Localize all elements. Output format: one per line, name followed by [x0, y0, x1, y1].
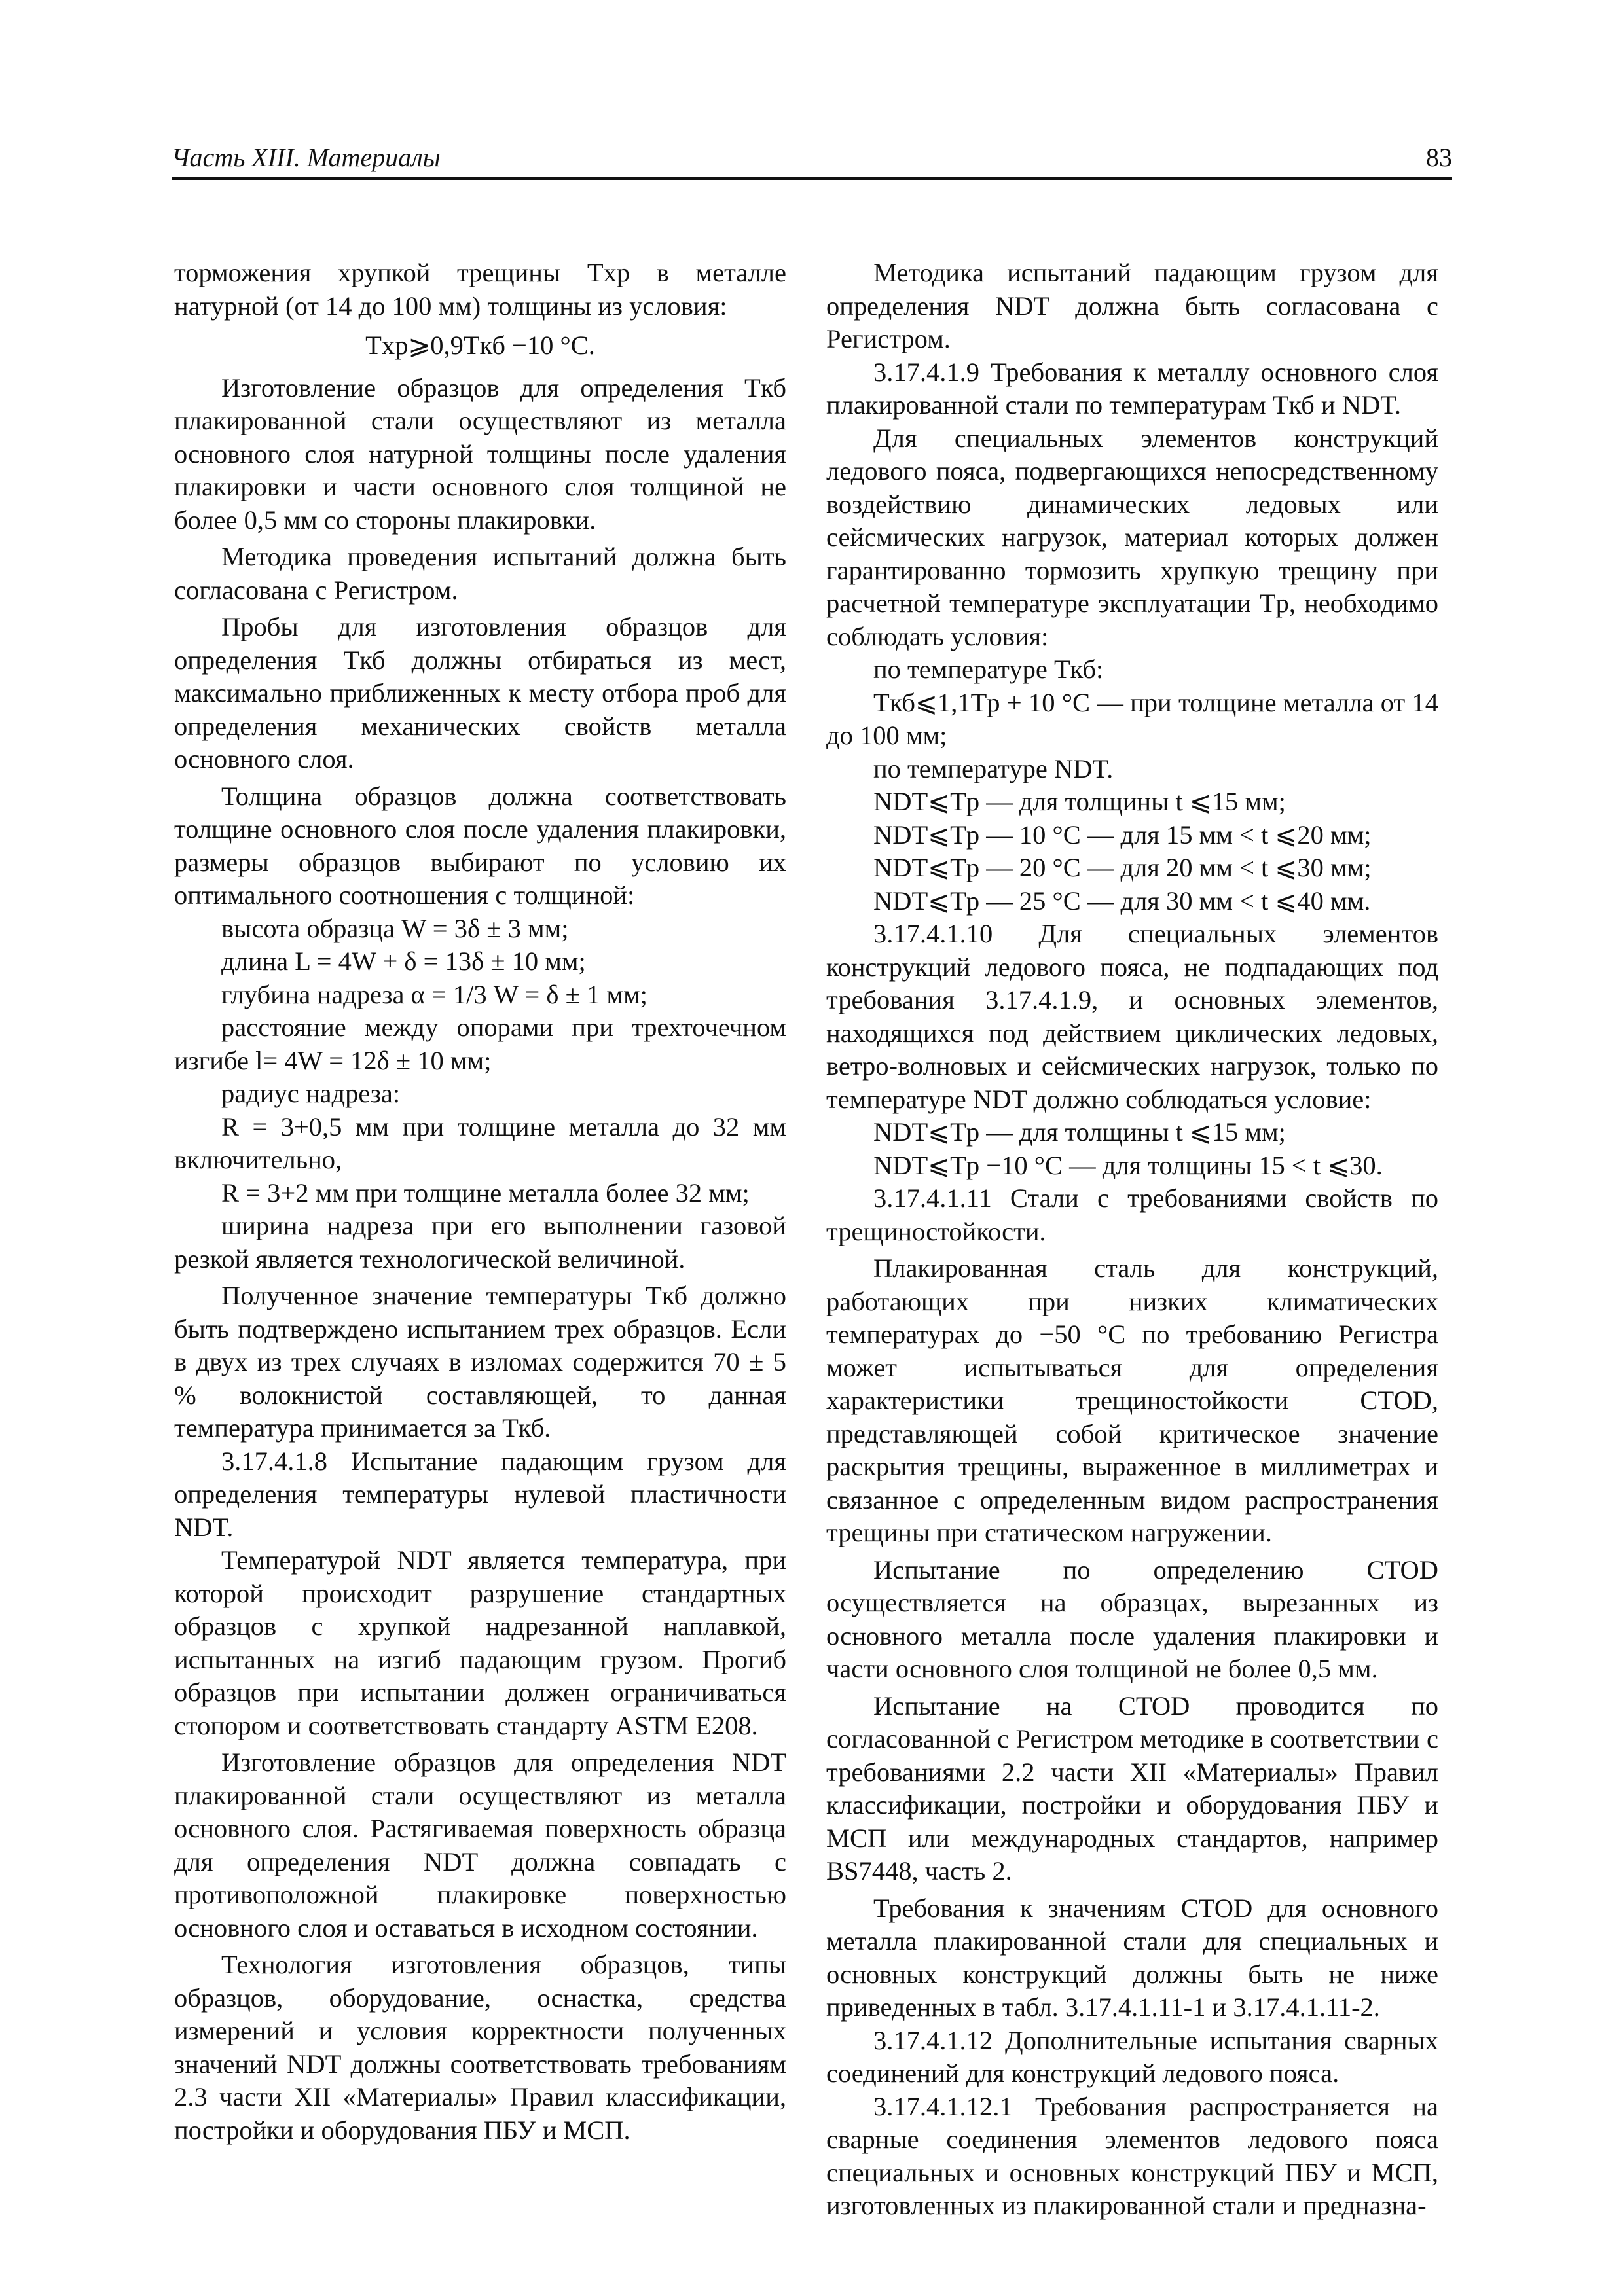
paragraph: R = 3+0,5 мм при толщине металла до 32 мм включительно, — [174, 1111, 786, 1174]
paragraph: 3.17.4.1.11 Стали с требованиями свойств по трещиностойкости. — [826, 1183, 1438, 1246]
paragraph: расстояние между опорами при трехточечном изгибе l= 4W = 12δ ± 10 мм; — [174, 1013, 786, 1075]
paragraph: торможения хрупкой трещины Tхр в металле натурной (от 14 до 100 мм) толщины из условия: — [174, 258, 786, 321]
paragraph: NDT⩽Tр — 20 °С — для 20 мм < t ⩽30 мм; — [873, 853, 1372, 882]
paragraph: Методика проведения испытаний должна быть согласована с Регистром. — [174, 542, 786, 605]
paragraph: Полученное значение температуры Tкб должно быть подтверждено испытанием трех образцов. Если в двух из трех случаях в изломах содержится 70 ± 5 % волокнистой составляющей, то данная температура принимается за Tкб. — [174, 1281, 786, 1443]
paragraph: по температуре NDT. — [873, 753, 1114, 783]
paragraph: NDT⩽Tр −10 °С — для толщины 15 < t ⩽30. — [873, 1150, 1383, 1180]
paragraph: по температуре Tкб: — [873, 655, 1104, 684]
paragraph: Пробы для изготовления образцов для определения Tкб должны отбираться из мест, максимально приближенных к месту отбора проб для определения механических свойств металла основного слоя. — [174, 612, 786, 774]
right-column — [826, 257, 1438, 2223]
paragraph: Испытание на CTOD проводится по согласованной с Регистром методике в соответствии с требованиями 2.2 части XII «Материалы» Правил классификации, постройки и оборудования ПБУ и МСП или международных стандартов, например BS7448, часть 2. — [826, 1691, 1438, 1886]
paragraph: Изготовление образцов для определения NDT плакированной стали осуществляют из металла основного слоя. Растягиваемая поверхность образца для определения NDT должна совпадать с противоположной плакировке поверхностью основного слоя и оставаться в исходном состоянии. — [174, 1748, 786, 1943]
paragraph: NDT⩽Tр — 25 °С — для 30 мм < t ⩽40 мм. — [873, 886, 1371, 916]
paragraph: R = 3+2 мм при толщине металла более 32 мм; — [221, 1177, 750, 1208]
paragraph: 3.17.4.1.8 Испытание падающим грузом для определения температуры нулевой пластичности NDT. — [174, 1446, 786, 1542]
paragraph: Испытание по определению CTOD осуществляется на образцах, вырезанных из основного металла после удаления плакировки и части основного слоя толщиной не более 0,5 мм. — [826, 1554, 1438, 1683]
paragraph: NDT⩽Tр — для толщины t ⩽15 мм; — [873, 1117, 1286, 1147]
paragraph: глубина надреза α = 1/3 W = δ ± 1 мм; — [221, 979, 647, 1009]
paragraph: длина L = 4W + δ = 13δ ± 10 мм; — [221, 946, 586, 976]
paragraph: Температурой NDT является температура, при которой происходит разрушение стандартных образцов с хрупкой надрезанной наплавкой, испытанных на изгиб падающим грузом. Прогиб образцов при испытании должен ограничиваться стопором и соответствовать стандарту ASTM E208. — [174, 1545, 786, 1740]
running-header — [172, 143, 1452, 180]
paragraph: радиус надреза: — [221, 1079, 401, 1108]
paragraph: Изготовление образцов для определения Tкб плакированной стали осуществляют из металла основного слоя натурной толщины после удаления плакировки и части основного слоя толщиной не более 0,5 мм со стороны плакировки. — [174, 372, 786, 535]
paragraph: Толщина образцов должна соответствовать толщине основного слоя после удаления плакировки, размеры образцов выбирают по условию их оптимального соотношения с толщиной: — [174, 781, 786, 910]
paragraph: 3.17.4.1.10 Для специальных элементов конструкций ледового пояса, не подпадающих под требования 3.17.4.1.9, и основных элементов, находящихся под действием циклических ледовых, ветро-волновых и сейсмических нагрузок, только по температуре NDT должно соблюдаться условие: — [826, 919, 1438, 1114]
paragraph: высота образца W = 3δ ± 3 мм; — [221, 913, 569, 943]
paragraph: 3.17.4.1.9 Требования к металлу основного слоя плакированной стали по температурам Tкб и NDT. — [826, 357, 1438, 420]
paragraph: NDT⩽Tр — для толщины t ⩽15 мм; — [873, 787, 1286, 816]
paragraph: Tкб⩽1,1Tр + 10 °С — при толщине металла от 14 до 100 мм; — [826, 687, 1438, 750]
header-title: Часть XIII. Материалы — [172, 143, 441, 172]
paragraph: 3.17.4.1.12.1 Требования распространяется на сварные соединения элементов ледового пояса специальных и основных конструкций ПБУ и МСП, изготовленных из плакированной стали и предназна- — [826, 2091, 1438, 2220]
formula: Tхр⩾0,9Tкб −10 °С. — [365, 331, 595, 360]
paragraph: Требования к значениям CTOD для основного металла плакированной стали для специальных и основных конструкций должны быть не ниже приведенных в табл. 3.17.4.1.11-1 и 3.17.4.1.11-2. — [826, 1893, 1438, 2022]
paragraph: 3.17.4.1.12 Дополнительные испытания сварных соединений для конструкций ледового пояса. — [826, 2025, 1438, 2088]
paragraph: ширина надреза при его выполнении газовой резкой является технологической величиной. — [174, 1211, 786, 1274]
paragraph: Плакированная сталь для конструкций, работающих при низких климатических температурах до −50 °С по требованию Регистра может испытываться для определения характеристики трещиностойкости CTOD, представляющей собой критическое значение раскрытия трещины, выраженное в миллиметрах и связанное с определенным видом распространения трещины при статическом нагружении. — [826, 1253, 1438, 1547]
page-number: 83 — [1426, 143, 1452, 172]
left-column — [174, 257, 786, 2147]
paragraph: Методика испытаний падающим грузом для определения NDT должна быть согласована с Регистром. — [826, 258, 1438, 353]
paragraph: Технология изготовления образцов, типы образцов, оборудование, оснастка, средства измерений и условия корректности полученных значений NDT должны соответствовать требованиям 2.3 части XII «Материалы» Правил классификации, постройки и оборудования ПБУ и МСП. — [174, 1950, 786, 2145]
paragraph: NDT⩽Tр — 10 °С — для 15 мм < t ⩽20 мм; — [873, 819, 1372, 850]
paragraph: Для специальных элементов конструкций ледового пояса, подвергающихся непосредственному воздействию динамических ледовых или сейсмических нагрузок, материал которых должен гарантированно тормозить хрупкую трещину при расчетной температуре эксплуатации Tр, необходимо соблюдать условия: — [826, 423, 1438, 651]
